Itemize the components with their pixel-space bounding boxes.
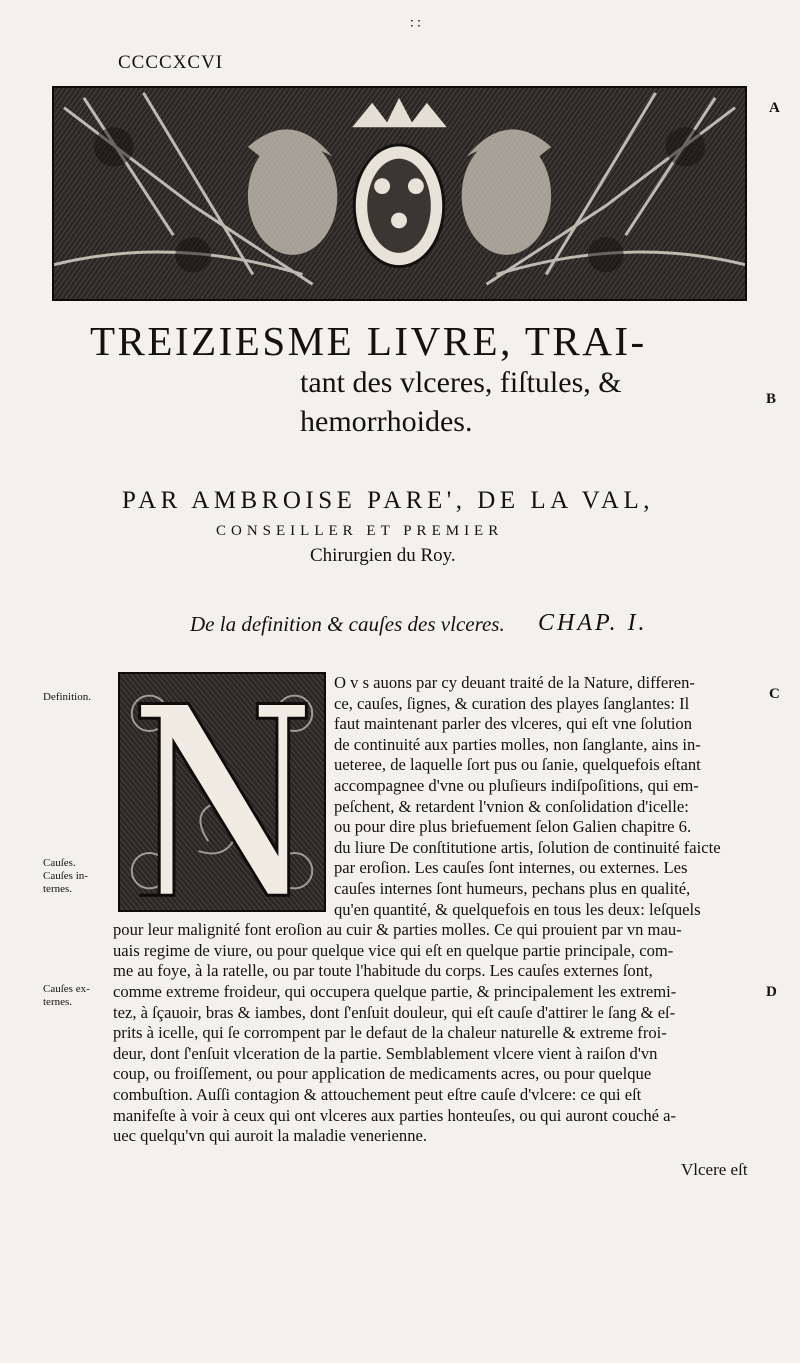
book-title-line-1: TREIZIESME LIVRE, TRAI- [90, 318, 647, 364]
headpiece-ornament [52, 86, 747, 301]
body-line: manifeſte à voir à ceux qui ont vlceres aux parties honteuſes, ou qui auront couché a- [113, 1105, 677, 1125]
body-line: combuſtion. Auſſi contagion & attouchement peut eſtre cauſe d'vlcere: ce qui eſt [113, 1085, 642, 1104]
sidenote-line: Cauſes in- [43, 870, 88, 882]
body-line: cauſes internes ſont humeurs, pechans plus en qualité, [334, 879, 691, 898]
body-line: ce, cauſes, ſignes, & curation des playes ſanglantes: Il [334, 693, 690, 713]
body-line: O v s auons par cy deuant traité de la Nature, differen- [334, 673, 695, 692]
margin-letter-d: D [766, 984, 777, 1000]
body-line: tez, à ſçauoir, bras & iambes, dont ſ'enſuit douleur, qui eſt cauſe d'attirer le ſang & eſ- [113, 1002, 676, 1022]
sidenote-line: ternes. [43, 883, 73, 895]
body-line: uec quelqu'vn qui auroit la maladie venerienne. [113, 1126, 428, 1146]
sidenote-causes-internes [43, 857, 113, 896]
margin-letter-a: A [769, 100, 780, 116]
author-line-2: CONSEILLER ET PREMIER [216, 523, 504, 539]
catchword: Vlcere eſt [681, 1160, 748, 1179]
body-line: qu'en quantité, & quelquefois en tous les deux: leſquels [334, 899, 701, 919]
author-line-1: PAR AMBROISE PARE', DE LA VAL, [122, 487, 654, 514]
initial-letter-n-icon [120, 674, 324, 910]
body-line: par eroſion. Les cauſes ſont internes, ou externes. Les [334, 858, 688, 878]
body-line: du liure De conſtitutione artis, ſolution de continuité faicte [334, 837, 721, 857]
sidenote-definition: Definition. [43, 691, 91, 703]
margin-letter-b: B [766, 391, 777, 407]
book-title-line-2: tant des vlceres, fiſtules, & [300, 366, 622, 399]
body-line: deur, dont ſ'enſuit vlceration de la partie. Semblablement vlcere vient à raiſon d'vn [113, 1043, 658, 1063]
sidenote-line: Cauſes ex- [43, 983, 90, 995]
body-line: de continuité aux parties molles, non ſanglante, ains in- [334, 734, 701, 754]
body-line: uais regime de viure, ou pour quelque vice qui eſt en quelque partie principale, com- [113, 940, 674, 960]
sidenote-line: ternes. [43, 996, 73, 1008]
body-line: ueteree, de laquelle ſort pus ou ſanie, quelquefois eſtant [334, 755, 701, 775]
book-title-line-3: hemorrhoides. [300, 405, 473, 438]
sidenote-line: Cauſes. [43, 857, 76, 869]
body-line: prits à icelle, qui ſe corrompent par le defaut de la chaleur naturelle & extreme froi- [113, 1023, 667, 1043]
body-line: coup, ou froiſſement, ou pour application de medicaments acres, ou pour quelque [113, 1064, 652, 1084]
top-marks: ∶ ∶ [410, 17, 421, 32]
body-line: peſchent, & retardent l'vnion & conſolidation d'icelle: [334, 796, 689, 816]
body-line: faut maintenant parler des vlceres, qui eſt vne ſolution [334, 714, 693, 734]
body-line: pour leur malignité font eroſion au cuir & parties molles. Ce qui prouient par vn mau- [113, 920, 682, 940]
sidenote-causes-externes [43, 983, 113, 1009]
body-line: ou pour dire plus briefuement ſelon Galien chapitre 6. [334, 817, 692, 837]
chapter-heading: De la definition & cauſes des vlceres. [190, 612, 505, 636]
body-line: me au foye, à la ratelle, ou par toute l'habitude du corps. Les cauſes externes ſont, [113, 961, 653, 981]
chapter-label: CHAP. I. [538, 610, 648, 636]
margin-letter-c: C [769, 686, 780, 702]
author-line-3: Chirurgien du Roy. [310, 545, 456, 566]
decorated-initial-n [118, 672, 326, 912]
body-line: accompagnee d'vne ou pluſieurs indiſpoſitions, qui em- [334, 776, 699, 795]
headpiece-engraving-icon [54, 88, 745, 299]
body-line: comme extreme froideur, qui occupera quelque partie, & principalement les extremi- [113, 982, 677, 1001]
page-folio: CCCCXCVI [118, 52, 224, 73]
